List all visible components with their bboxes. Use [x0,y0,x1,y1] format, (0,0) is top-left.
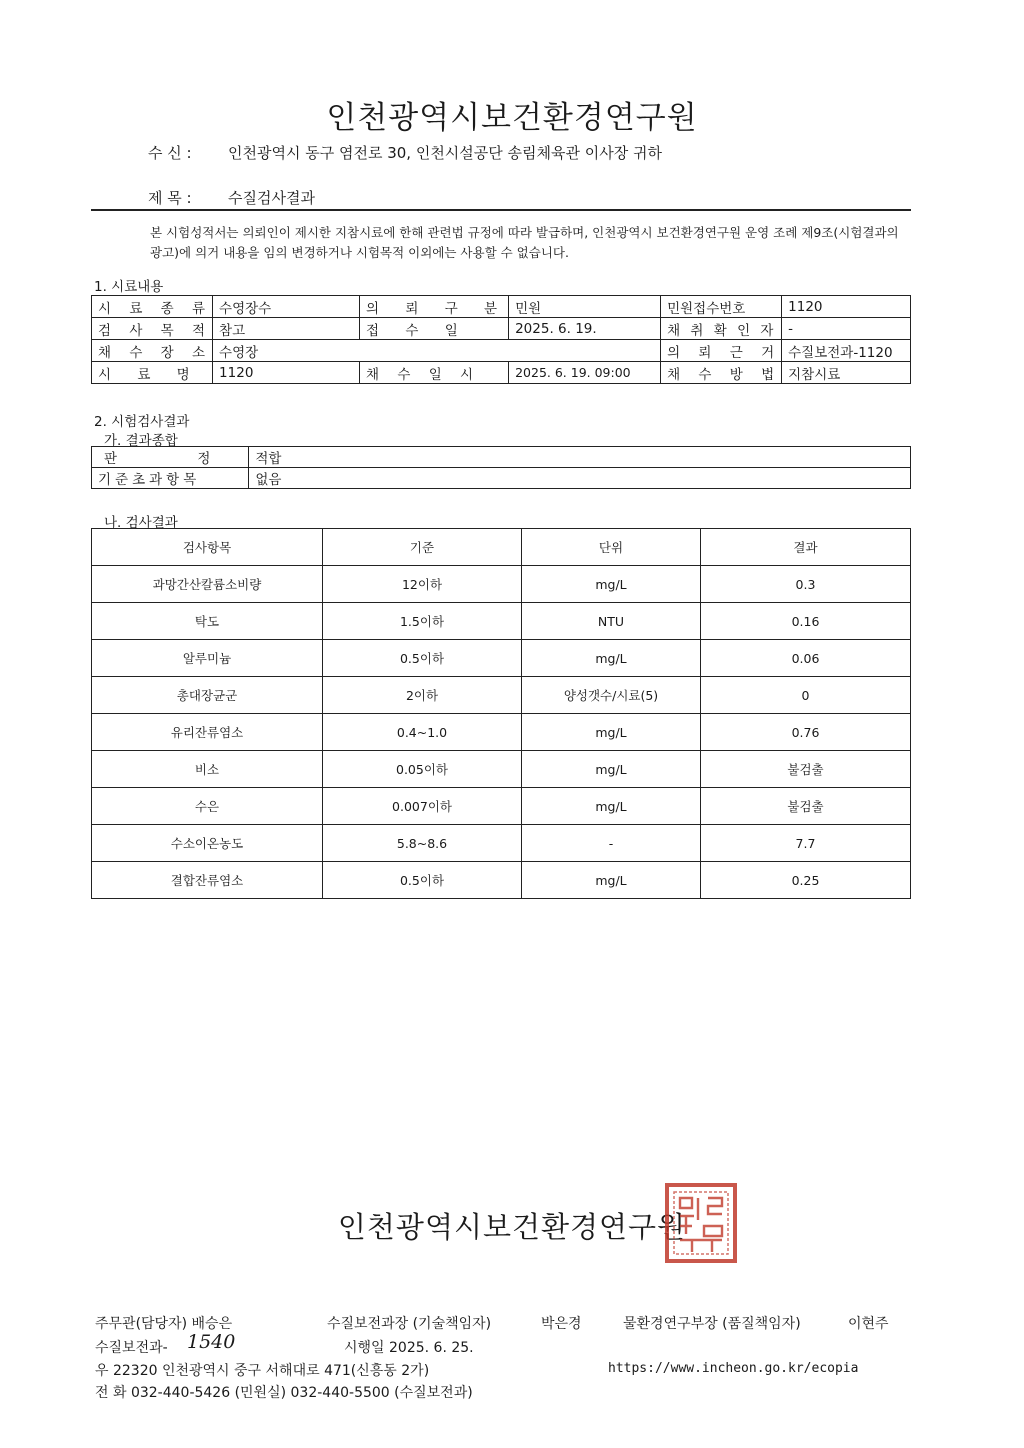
cell: 유리잔류염소 [92,714,323,751]
cell: 민원 [509,296,661,318]
table-row [92,677,911,714]
results-title: 나. 검사결과 [104,515,178,531]
cell: 2이하 [323,677,522,714]
cell: 0.76 [701,714,911,751]
cell: 시 료 종 류 [92,296,213,318]
cell: 지참시료 [782,362,911,384]
table-row [92,714,911,751]
judgement-value: 적합 [249,447,911,468]
section1-title: 1. 시료내용 [94,279,164,295]
cell: 수소이온농도 [92,825,323,862]
cell: 탁도 [92,603,323,640]
cell: 접 수 일 [360,318,509,340]
cell: 0.4~1.0 [323,714,522,751]
table-row [92,788,911,825]
cell: mg/L [522,751,701,788]
table-row [92,468,911,489]
table-row [92,362,911,384]
column-header: 검사항목 [92,529,323,566]
cell: 12이하 [323,566,522,603]
cell: 채 취 확 인 자 [661,318,782,340]
cell: - [782,318,911,340]
results-table [91,528,911,899]
table-row [92,566,911,603]
official-seal-icon [664,1182,738,1264]
cell: 수영장수 [213,296,360,318]
cell: 채 수 일 시 [360,362,509,384]
doc-number-handwritten: 1540 [187,1331,236,1353]
header-divider [91,209,911,211]
cell: 채 수 방 법 [661,362,782,384]
cell: 시 료 명 [92,362,213,384]
table-row [92,340,911,362]
table-header-row [92,529,911,566]
section2-title: 2. 시험검사결과 [94,414,190,430]
cell: 5.8~8.6 [323,825,522,862]
cell: 0.06 [701,640,911,677]
cell: 수은 [92,788,323,825]
column-header: 단위 [522,529,701,566]
cell: 검 사 목 적 [92,318,213,340]
summary-title: 가. 결과종합 [104,433,178,449]
website-link[interactable]: https://www.incheon.go.kr/ecopia [608,1361,859,1376]
cell: 1.5이하 [323,603,522,640]
chief-title: 수질보전과장 (기술책임자) [327,1316,492,1332]
cell: mg/L [522,862,701,899]
cell: 0.5이하 [323,640,522,677]
cell: 1120 [782,296,911,318]
sample-info-table [91,295,911,384]
phone: 전 화 032-440-5426 (민원실) 032-440-5500 (수질보전과) [95,1385,473,1401]
cell: 참고 [213,318,360,340]
cell: 2025. 6. 19. 09:00 [509,362,661,384]
judgement-label: 판 정 [92,447,249,468]
subject-label: 제 목 : [148,189,192,207]
table-row [92,862,911,899]
issue-date: 시행일 2025. 6. 25. [344,1340,474,1356]
cell: mg/L [522,566,701,603]
table-row [92,447,911,468]
exceed-label: 기준초과항목 [92,468,249,489]
cell: 알루미늄 [92,640,323,677]
cell: mg/L [522,788,701,825]
signature-institution: 인천광역시보건환경연구원 [337,1210,687,1244]
cell: 0.007이하 [323,788,522,825]
cell: 과망간산칼륨소비량 [92,566,323,603]
cell: 불검출 [701,788,911,825]
cell: 수영장 [213,340,661,362]
cell: 0 [701,677,911,714]
officer-line: 주무관(담당자) 배승은 [95,1316,233,1332]
cell: 7.7 [701,825,911,862]
table-row [92,318,911,340]
column-header: 결과 [701,529,911,566]
cell: 수질보전과-1120 [782,340,911,362]
table-row [92,825,911,862]
cell: 민원접수번호 [661,296,782,318]
summary-table [91,446,911,489]
cell: 0.25 [701,862,911,899]
recipient-value: 인천광역시 동구 염전로 30, 인천시설공단 송림체육관 이사장 귀하 [228,144,662,162]
exceed-value: 없음 [249,468,911,489]
cell: 2025. 6. 19. [509,318,661,340]
cell: 채 수 장 소 [92,340,213,362]
chief-name: 박은경 [541,1316,582,1332]
cell: 총대장균군 [92,677,323,714]
cell: mg/L [522,640,701,677]
cell: 의 뢰 구 분 [360,296,509,318]
director-title: 물환경연구부장 (품질책임자) [623,1316,801,1332]
table-row [92,603,911,640]
cell: 0.05이하 [323,751,522,788]
table-row [92,296,911,318]
recipient-label: 수 신 : [148,144,192,162]
cell: mg/L [522,714,701,751]
table-row [92,751,911,788]
cell: 0.3 [701,566,911,603]
subject-value: 수질검사결과 [228,189,315,207]
cell: 불검출 [701,751,911,788]
cell: 0.5이하 [323,862,522,899]
director-name: 이현주 [848,1316,889,1332]
cell: 1120 [213,362,360,384]
cell: - [522,825,701,862]
cell: 0.16 [701,603,911,640]
cell: 의 뢰 근 거 [661,340,782,362]
notice-text: 본 시험성적서는 의뢰인이 제시한 지참시료에 한해 관련법 규정에 따라 발급하며, 인천광역시 보건환경연구원 운영 조례 제9조(시험결과의 광고)에 의거 내용을 임의 변경하거나 시험목적 이외에는 사용할 수 없습니다. [150,225,899,260]
cell: 비소 [92,751,323,788]
institution-title: 인천광역시보건환경연구원 [326,100,698,136]
table-row [92,640,911,677]
column-header: 기준 [323,529,522,566]
address: 우 22320 인천광역시 중구 서해대로 471(신흥동 2가) [95,1363,430,1379]
doc-number-prefix: 수질보전과- [95,1340,168,1356]
cell: 양성갯수/시료(5) [522,677,701,714]
cell: NTU [522,603,701,640]
cell: 결합잔류염소 [92,862,323,899]
